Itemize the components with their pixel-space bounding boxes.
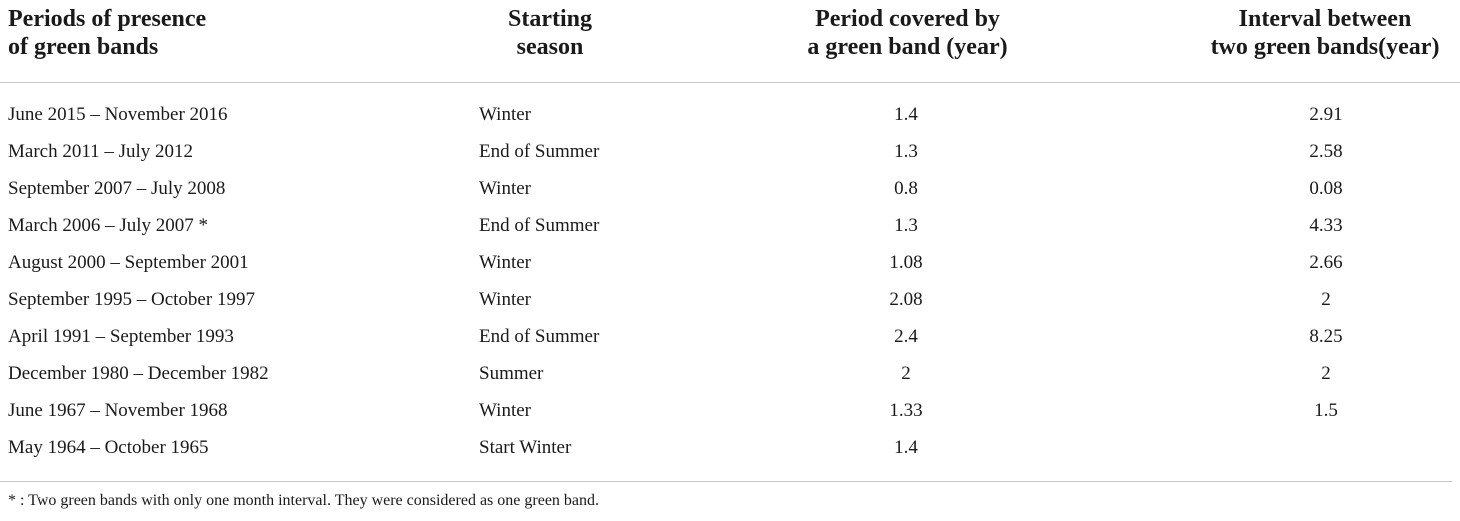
- table-row: [0, 392, 1460, 429]
- column-header-periods: Periods of presence of green bands: [8, 6, 207, 60]
- cell-season: Start Winter: [479, 437, 572, 458]
- table-body: [0, 96, 1460, 466]
- cell-interval: 4.33: [1309, 215, 1343, 236]
- table-row: [0, 281, 1460, 318]
- cell-duration: 2: [901, 363, 911, 384]
- cell-period: June 1967 – November 1968: [8, 400, 228, 421]
- cell-duration: 1.3: [894, 215, 918, 236]
- table-row: [0, 355, 1460, 392]
- table-row: [0, 133, 1460, 170]
- table-row: [0, 318, 1460, 355]
- cell-interval: 2.58: [1309, 141, 1343, 162]
- table-footnote: * : Two green bands with only one month interval. They were considered as one green band.: [8, 492, 600, 509]
- table-row: [0, 244, 1460, 281]
- cell-duration: 1.4: [894, 104, 918, 125]
- cell-interval: 0.08: [1309, 178, 1343, 199]
- cell-interval: 2.91: [1309, 104, 1343, 125]
- cell-season: Winter: [479, 400, 531, 421]
- cell-period: August 2000 – September 2001: [8, 252, 249, 273]
- cell-duration: 1.08: [889, 252, 923, 273]
- table-header: [0, 0, 1460, 83]
- cell-period: April 1991 – September 1993: [8, 326, 234, 347]
- cell-season: End of Summer: [479, 215, 600, 236]
- cell-duration: 2.08: [889, 289, 923, 310]
- table-row: [0, 429, 1460, 466]
- cell-interval: 2.66: [1309, 252, 1343, 273]
- cell-season: Winter: [479, 252, 531, 273]
- table-row: [0, 170, 1460, 207]
- cell-interval: 2: [1321, 363, 1331, 384]
- cell-season: Winter: [479, 289, 531, 310]
- cell-period: March 2011 – July 2012: [8, 141, 194, 162]
- cell-period: December 1980 – December 1982: [8, 363, 269, 384]
- cell-season: End of Summer: [479, 141, 600, 162]
- cell-period: March 2006 – July 2007 *: [8, 215, 209, 236]
- cell-period: September 1995 – October 1997: [8, 289, 255, 310]
- cell-season: Winter: [479, 178, 531, 199]
- cell-season: Winter: [479, 104, 531, 125]
- table-row: [0, 96, 1460, 133]
- column-header-starting-season: Starting season: [508, 6, 592, 60]
- cell-duration: 1.4: [894, 437, 918, 458]
- cell-duration: 2.4: [894, 326, 918, 347]
- table-row: [0, 207, 1460, 244]
- cell-season: End of Summer: [479, 326, 600, 347]
- column-header-interval: Interval between two green bands(year): [1210, 6, 1440, 60]
- cell-period: September 2007 – July 2008: [8, 178, 226, 199]
- cell-period: June 2015 – November 2016: [8, 104, 228, 125]
- table-bottom-rule: [0, 481, 1452, 482]
- cell-period: May 1964 – October 1965: [8, 437, 209, 458]
- cell-interval: 2: [1321, 289, 1331, 310]
- cell-interval: 8.25: [1309, 326, 1343, 347]
- cell-season: Summer: [479, 363, 544, 384]
- cell-duration: 1.33: [889, 400, 923, 421]
- cell-interval: 1.5: [1314, 400, 1338, 421]
- cell-duration: 0.8: [894, 178, 918, 199]
- cell-duration: 1.3: [894, 141, 918, 162]
- column-header-period-covered: Period covered by a green band (year): [807, 6, 1008, 60]
